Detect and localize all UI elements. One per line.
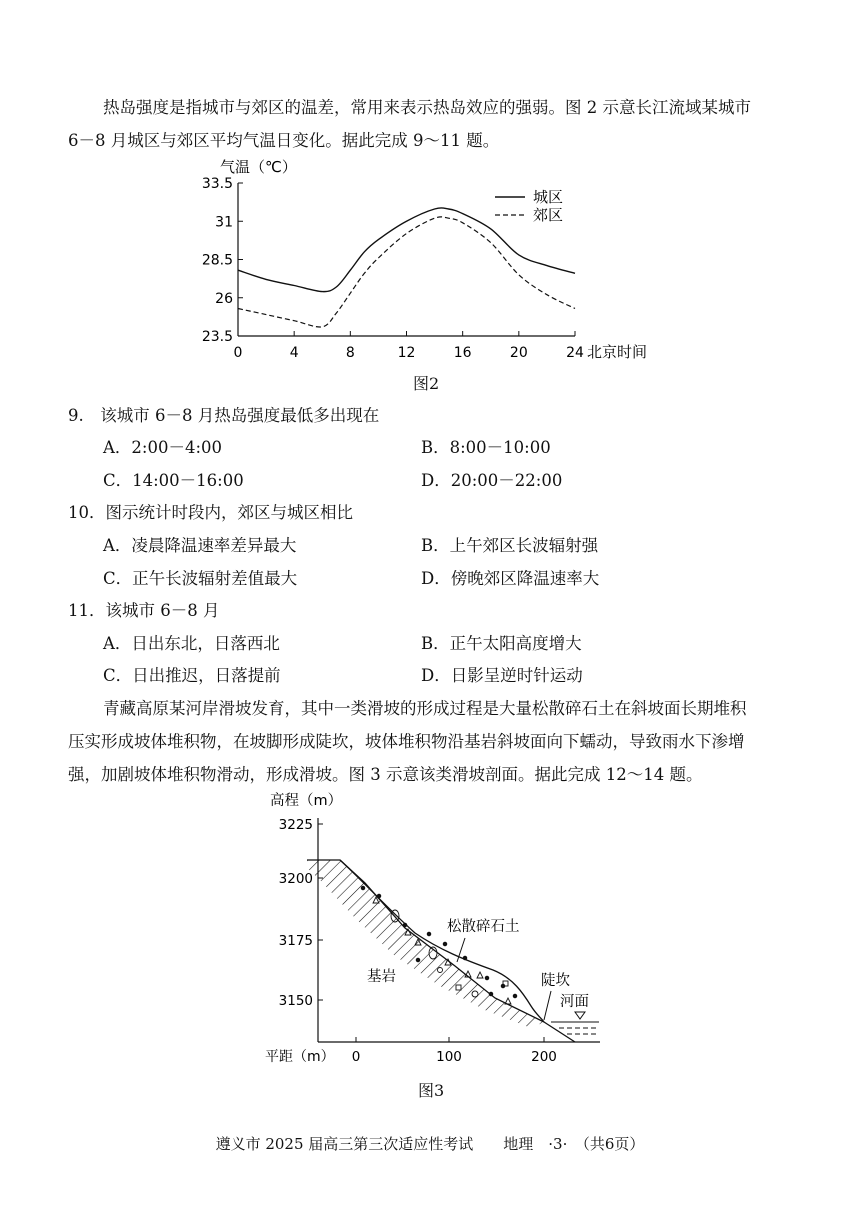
fig3-xtick-label: 100	[436, 1049, 462, 1065]
x-tick-label: 16	[453, 345, 472, 361]
fig3-ytick-label: 3150	[278, 993, 313, 1009]
fig3-xtick-label: 200	[531, 1049, 557, 1065]
label-river: 河面	[560, 994, 589, 1010]
figure2-chart	[195, 155, 685, 365]
x-tick-label: 8	[345, 345, 355, 361]
series-suburb-line	[238, 217, 575, 327]
intro2-line1: 青藏高原某河岸滑坡发育，其中一类滑坡的形成过程是大量松散碎石土在斜坡面长期堆积	[103, 699, 747, 718]
y-tick-label: 33.5	[201, 176, 233, 192]
q11-option-c: C．日出推迟，日落提前	[103, 666, 281, 685]
fig3-ytick-label: 3200	[278, 871, 313, 887]
legend-urban-label: 城区	[533, 188, 564, 206]
page-footer: 遵义市 2025 届高三第三次适应性考试 地理 ·3· （共6页）	[215, 1135, 645, 1153]
q11-stem: 11．该城市 6－8 月	[68, 601, 220, 620]
figure2-caption: 图2	[413, 374, 440, 393]
y-tick-label: 26	[215, 290, 233, 307]
fig3-ytick-label: 3225	[278, 817, 313, 833]
fig3-xtick-label: 0	[351, 1049, 361, 1065]
label-bedrock: 基岩	[367, 969, 396, 985]
legend	[495, 188, 563, 224]
x-tick-label: 20	[509, 345, 528, 361]
intro2-line2: 压实形成坡体堆积物，在坡脚形成陡坎，坡体堆积物沿基岩斜坡面向下蠕动，导致雨水下渗增	[68, 732, 745, 751]
label-scarp: 陡坎	[541, 973, 570, 989]
fig3-ytick-label: 3175	[278, 933, 313, 949]
label-loose-gravel: 松散碎石土	[447, 919, 520, 935]
q9-option-b: B．8:00－10:00	[421, 438, 551, 457]
y-tick-label: 23.5	[201, 329, 233, 345]
fig3-x-axis-title: 平距（m）	[265, 1049, 335, 1065]
x-tick-label: 0	[233, 345, 243, 361]
intro1-line2: 6－8 月城区与郊区平均气温日变化。据此完成 9～11 题。	[68, 131, 500, 150]
q11-option-b: B．正午太阳高度增大	[421, 634, 582, 653]
x-tick-label: 12	[397, 345, 416, 361]
q10-stem: 10．图示统计时段内，郊区与城区相比	[68, 503, 353, 522]
pointer-scarp	[544, 991, 551, 1020]
q9-option-a: A．2:00－4:00	[103, 438, 223, 457]
q10-option-a: A．凌晨降温速率差异最大	[103, 536, 297, 555]
intro2-line3: 强，加剧坡体堆积物滑动，形成滑坡。图 3 示意该类滑坡剖面。据此完成 12～14 题。	[68, 765, 703, 784]
q11-option-d: D．日影呈逆时针运动	[421, 666, 583, 685]
x-tick-label: 4	[289, 345, 299, 361]
q10-option-d: D．傍晚郊区降温速率大	[421, 569, 600, 588]
intro1-line1: 热岛强度是指城市与郊区的温差，常用来表示热岛效应的强弱。图 2 示意长江流域某城市	[103, 98, 751, 117]
q11-option-a: A．日出东北，日落西北	[103, 634, 280, 653]
q10-option-b: B．上午郊区长波辐射强	[421, 536, 599, 555]
y-tick-label: 28.5	[201, 252, 233, 269]
legend-suburb-label: 郊区	[533, 206, 564, 224]
x-tick-label: 24	[566, 345, 584, 361]
figure3-caption: 图3	[418, 1081, 445, 1100]
series-urban-line	[238, 208, 575, 292]
scarp-line	[544, 1022, 575, 1042]
figure3-diagram	[255, 788, 625, 1070]
q9-stem: 9. 该城市 6－8 月热岛强度最低多出现在	[68, 406, 380, 425]
x-axis-title: 北京时间	[587, 343, 648, 361]
q9-option-c: C．14:00－16:00	[103, 471, 244, 490]
y-tick-label: 31	[215, 214, 233, 231]
q10-option-c: C．正午长波辐射差值最大	[103, 569, 298, 588]
fig3-y-axis-title: 高程（m）	[270, 793, 343, 809]
y-axis-title: 气温（℃）	[220, 158, 297, 176]
loose-deposit-outline	[340, 860, 544, 1022]
q9-option-d: D．20:00－22:00	[421, 471, 563, 490]
